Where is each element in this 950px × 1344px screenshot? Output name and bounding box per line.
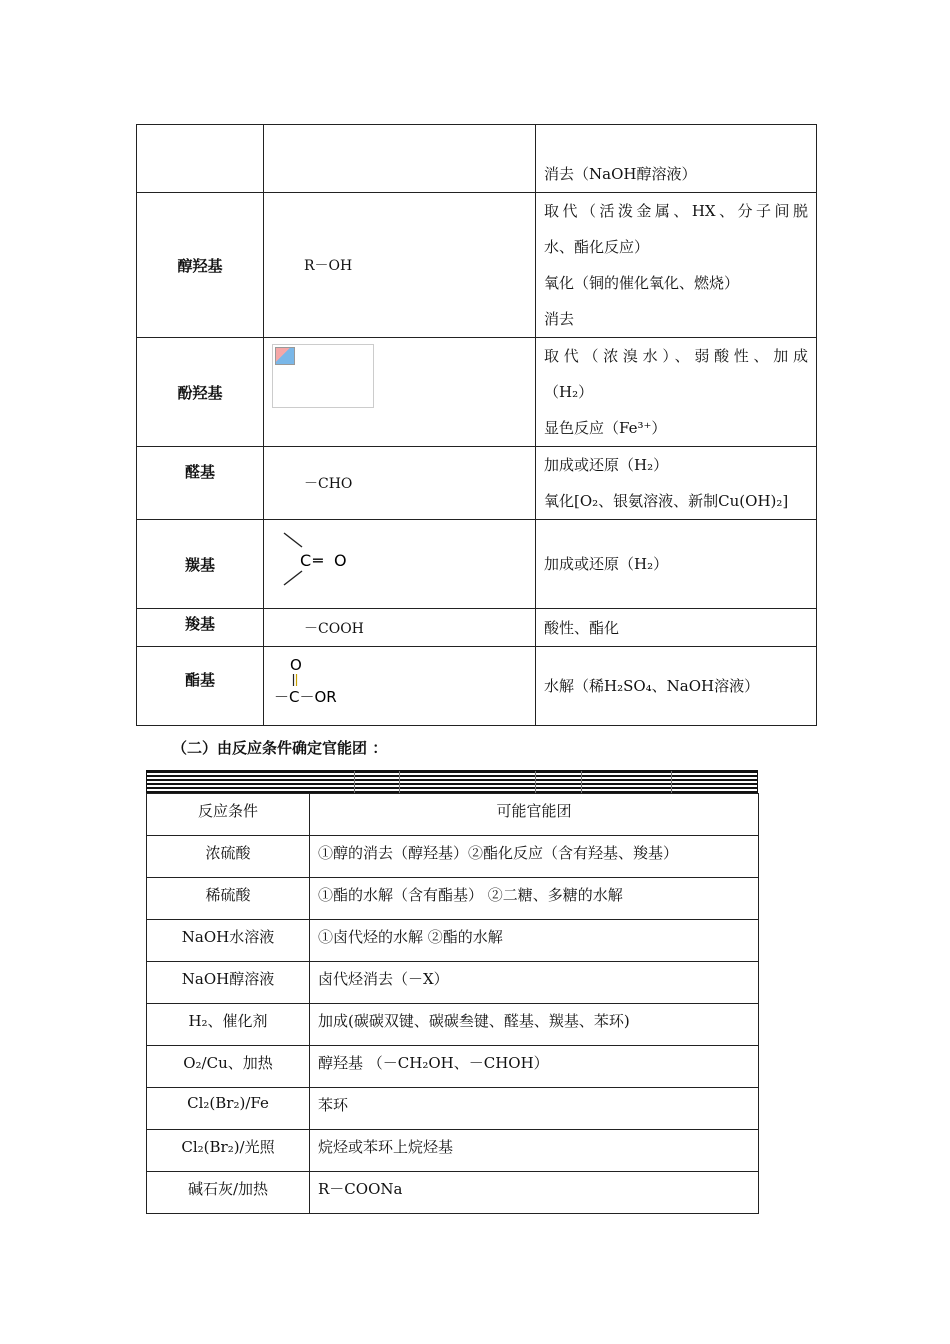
group-name: 酚羟基 — [137, 338, 264, 447]
reaction-condition-table — [146, 770, 758, 1214]
table-row — [137, 609, 817, 647]
table-row — [147, 1004, 759, 1046]
group-formula: －CHO — [264, 447, 536, 520]
table-row — [137, 520, 817, 609]
reaction-line: 取代（浓溴水）、弱酸性、加成 — [544, 347, 808, 365]
condition-cell: NaOH醇溶液 — [147, 962, 310, 1004]
table-row — [147, 836, 759, 878]
group-formula: R－OH — [264, 193, 536, 338]
group-cell: ①卤代烃的水解 ②酯的水解 — [310, 920, 759, 962]
column-header: 反应条件 — [147, 794, 310, 836]
table-row — [147, 1130, 759, 1172]
group-reactions — [536, 647, 817, 726]
reaction-line: 加成或还原（H₂） — [544, 456, 669, 474]
carbonyl-structure — [278, 529, 368, 595]
reaction-line: 消去（NaOH醇溶液） — [544, 165, 697, 183]
table-row — [147, 962, 759, 1004]
group-cell: 醇羟基 （－CH₂OH、－CHOH） — [310, 1046, 759, 1088]
reaction-line: 加成或还原（H₂） — [544, 555, 669, 573]
reaction-line: 水解（稀H₂SO₄、NaOH溶液） — [544, 677, 760, 695]
table-row — [147, 1172, 759, 1214]
column-header: 可能官能团 — [310, 794, 759, 836]
ester-chain: －C－OR — [274, 688, 337, 706]
double-bond: ═ — [313, 551, 323, 570]
condition-cell: 浓硫酸 — [147, 836, 310, 878]
table-row — [147, 1088, 759, 1130]
group-name: 醛基 — [137, 447, 264, 520]
conditions-table — [146, 793, 759, 1214]
group-formula — [264, 647, 536, 726]
group-cell: 苯环 — [310, 1088, 759, 1130]
group-cell: R－COONa — [310, 1172, 759, 1214]
condition-cell: Cl₂(Br₂)/Fe — [147, 1088, 310, 1130]
oxygen-atom: O — [290, 656, 302, 674]
group-formula: －COOH — [264, 609, 536, 647]
table-row — [137, 125, 817, 193]
reaction-line: 显色反应（Fe³⁺） — [544, 419, 667, 437]
table-row — [137, 647, 817, 726]
group-cell: 加成(碳碳双键、碳碳叁键、醛基、羰基、苯环) — [310, 1004, 759, 1046]
group-formula — [264, 125, 536, 193]
reaction-line: （H₂） — [544, 383, 594, 401]
group-cell: ①酯的水解（含有酯基） ②二糖、多糖的水解 — [310, 878, 759, 920]
carbon-atom: C — [300, 551, 312, 570]
reaction-line: 氧化[O₂、银氨溶液、新制Cu(OH)₂] — [544, 492, 789, 510]
group-name: 羧基 — [137, 609, 264, 647]
group-reactions — [536, 447, 817, 520]
table-row — [147, 1046, 759, 1088]
condition-cell: H₂、催化剂 — [147, 1004, 310, 1046]
table-row — [147, 920, 759, 962]
table-header-row — [147, 794, 759, 836]
group-name: 醇羟基 — [137, 193, 264, 338]
group-cell: 卤代烃消去（－X） — [310, 962, 759, 1004]
group-name — [137, 125, 264, 193]
reaction-line: 酸性、酯化 — [544, 618, 620, 637]
group-cell: ①醇的消去（醇羟基）②酯化反应（含有羟基、羧基） — [310, 836, 759, 878]
group-reactions — [536, 609, 817, 647]
group-name: 羰基 — [137, 520, 264, 609]
table-row — [137, 193, 817, 338]
table-row — [137, 447, 817, 520]
group-reactions — [536, 520, 817, 609]
reaction-line: 水、酯化反应） — [544, 238, 650, 256]
group-name: 酯基 — [137, 647, 264, 726]
table-row — [137, 338, 817, 447]
group-reactions — [536, 338, 817, 447]
group-reactions — [536, 125, 817, 193]
group-reactions — [536, 193, 817, 338]
reaction-line: 取代（活泼金属、HX、分子间脱 — [544, 202, 808, 220]
group-formula — [264, 338, 536, 447]
table-row — [147, 878, 759, 920]
ester-structure — [274, 654, 394, 714]
condition-cell: 稀硫酸 — [147, 878, 310, 920]
oxygen-atom: O — [334, 551, 347, 570]
condition-cell: 碱石灰/加热 — [147, 1172, 310, 1214]
condition-cell: O₂/Cu、加热 — [147, 1046, 310, 1088]
table-top-border — [146, 770, 758, 793]
condition-cell: NaOH水溶液 — [147, 920, 310, 962]
reaction-line: 消去 — [544, 310, 575, 328]
broken-image-icon — [272, 344, 374, 408]
functional-group-table — [136, 124, 817, 726]
condition-cell: Cl₂(Br₂)/光照 — [147, 1130, 310, 1172]
section-heading: （二）由反应条件确定官能团 ： — [172, 739, 388, 757]
group-cell: 烷烃或苯环上烷烃基 — [310, 1130, 759, 1172]
reaction-line: 氧化（铜的催化氧化、燃烧） — [544, 274, 740, 292]
group-formula — [264, 520, 536, 609]
